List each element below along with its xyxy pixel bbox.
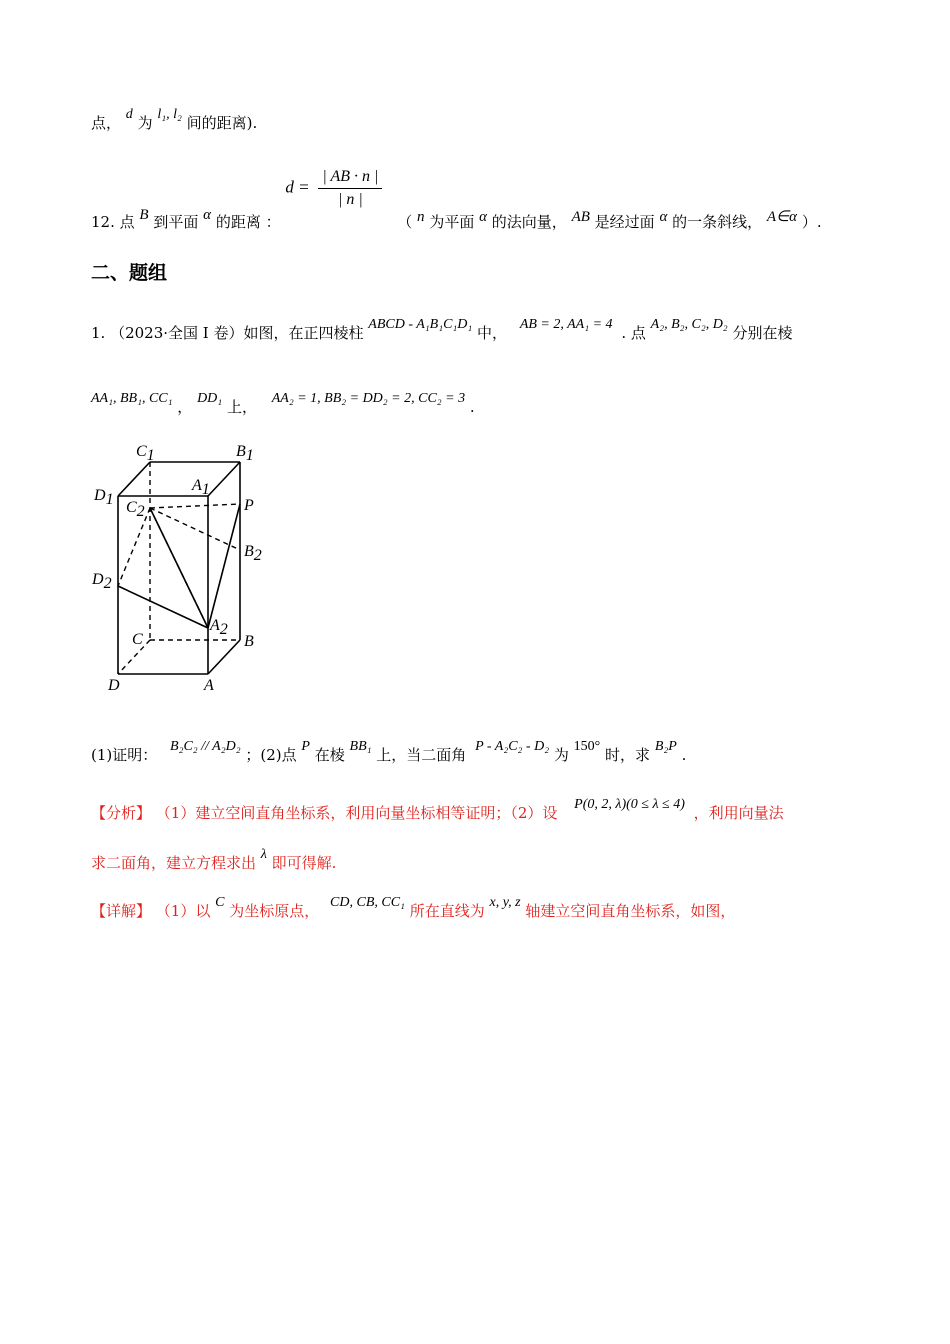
- text: (1)证明：: [91, 746, 158, 764]
- edge-dd1: DD₁: [197, 391, 223, 406]
- text: （1）建立空间直角坐标系，利用向量坐标相等证明；（2）设: [155, 804, 558, 822]
- target-segment: B₂P: [654, 739, 677, 754]
- text: ，: [177, 398, 193, 416]
- analysis-line-2: [91, 847, 337, 873]
- formula-lhs: d =: [285, 177, 310, 197]
- text: 的距离 ：: [215, 212, 281, 231]
- condition: A∈α: [766, 208, 798, 225]
- text: （: [397, 212, 413, 231]
- edge-D2-A2: [118, 586, 208, 628]
- text: .: [681, 746, 687, 764]
- text: 间的距离).: [186, 114, 258, 132]
- edges-list: AA₁, BB₁, CC₁: [91, 391, 173, 406]
- edge-A2-P: [208, 504, 240, 628]
- text: 所在直线为: [409, 902, 485, 920]
- text: 上，: [226, 398, 257, 416]
- text: 求二面角，建立方程求出: [91, 854, 257, 872]
- analysis-line-1: [91, 797, 784, 823]
- problem-1-line-2: [91, 391, 475, 417]
- points-list: A₂, B₂, C₂, D₂: [650, 317, 728, 332]
- text: 为平面: [429, 212, 475, 231]
- var-l1-l2: l₁, l₂: [157, 107, 182, 122]
- axis-lines: CD, CB, CC₁: [330, 895, 405, 910]
- var-P: P: [301, 739, 310, 754]
- label-A: A: [204, 677, 214, 694]
- parallel-statement: B₂C₂ // A₂D₂: [170, 739, 241, 754]
- text: 上，当二面角: [376, 746, 467, 764]
- label-B: B: [244, 633, 254, 650]
- formula-denominator: | n |: [338, 191, 363, 208]
- var-d: d: [125, 107, 133, 122]
- given-lengths-2: AA₂ = 1, BB₂ = DD₂ = 2, CC₂ = 3: [271, 391, 466, 406]
- hidden-C2-D2: [118, 508, 150, 586]
- figure-labels: [91, 443, 262, 694]
- var-alpha: α: [479, 208, 487, 225]
- label-C: C: [132, 631, 143, 648]
- text: 的一条斜线，: [672, 212, 763, 231]
- text: 为坐标原点，: [229, 902, 320, 920]
- item-label: 12. 点: [91, 212, 135, 231]
- angle-value: 150°: [573, 739, 601, 754]
- text: ）.: [801, 212, 822, 231]
- text: 为: [553, 746, 569, 764]
- text: 的法向量，: [491, 212, 567, 231]
- edge-BB1: BB₁: [349, 739, 372, 754]
- label-C1: C1: [136, 443, 155, 464]
- text: 点，: [91, 114, 122, 132]
- distance-formula: [318, 168, 382, 209]
- text: ；(2)点: [245, 746, 297, 764]
- var-AB: AB: [571, 208, 590, 225]
- label-C2: C2: [126, 499, 145, 520]
- item-12: [91, 168, 822, 231]
- text: 是经过面: [594, 212, 655, 231]
- given-lengths: AB = 2, AA₁ = 4: [519, 317, 613, 332]
- label-A2: A2: [210, 617, 228, 638]
- edge-A1-B1: [208, 462, 240, 496]
- var-lambda: λ: [260, 847, 267, 862]
- text: 轴建立空间直角坐标系，如图，: [525, 902, 736, 920]
- analysis-tag: 【分析】: [91, 804, 152, 822]
- text: 时，求: [605, 746, 651, 764]
- var-n: n: [417, 208, 425, 225]
- text: 分别在棱: [732, 324, 793, 342]
- label-B2: B2: [244, 543, 262, 564]
- text: 1. （2023·全国 I 卷）如图，在正四棱柱: [91, 324, 364, 342]
- text: .: [469, 398, 475, 416]
- problem-1-line-1: [91, 317, 793, 343]
- var-alpha: α: [659, 208, 668, 225]
- detail-tag: 【详解】: [91, 902, 152, 920]
- section-title: 二、题组: [91, 262, 168, 284]
- edge-A-B: [208, 640, 240, 674]
- text: 即可得解.: [271, 854, 337, 872]
- hidden-C2-P: [150, 504, 240, 508]
- label-D1: D1: [94, 487, 114, 508]
- axes-names: x, y, z: [489, 895, 521, 910]
- text: 为: [137, 114, 153, 132]
- point-P-coords: P(0, 2, λ)(0 ≤ λ ≤ 4): [574, 797, 685, 812]
- text: ，利用向量法: [693, 804, 784, 822]
- var-C: C: [215, 895, 225, 910]
- edge-D1-C1: [118, 462, 150, 496]
- hidden-C2-B2: [150, 508, 240, 550]
- text: （1）以: [155, 902, 211, 920]
- var-alpha: α: [203, 206, 212, 223]
- text: 中，: [477, 324, 508, 342]
- text: 到平面: [153, 212, 199, 231]
- text: 在棱: [314, 746, 345, 764]
- label-P: P: [244, 497, 254, 514]
- label-D: D: [108, 677, 120, 694]
- text: . 点: [621, 324, 646, 342]
- prism-figure: [88, 438, 278, 700]
- formula-numerator: | AB · n |: [318, 168, 382, 189]
- question-line: [91, 739, 687, 765]
- label-D2: D2: [92, 571, 112, 592]
- var-B: B: [139, 206, 149, 223]
- detail-line-1: [91, 895, 736, 921]
- prism-name: ABCD - A₁B₁C₁D₁: [368, 317, 473, 332]
- label-A1: A1: [192, 477, 210, 498]
- label-B1: B1: [236, 443, 254, 464]
- dihedral-angle: P - A₂C₂ - D₂: [475, 739, 550, 754]
- distance-note-line: [91, 107, 258, 133]
